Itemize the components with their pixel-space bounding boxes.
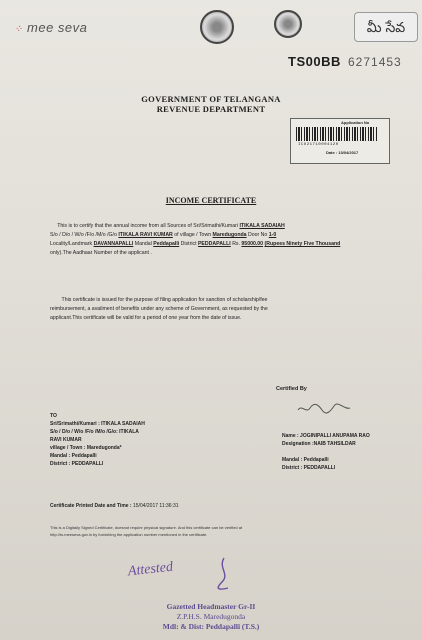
certified-by-label: Certified By xyxy=(276,386,307,392)
telangana-emblem-icon xyxy=(200,10,234,44)
mee-seva-logo: ⁘ mee seva xyxy=(14,20,88,35)
application-label: Application No xyxy=(341,120,370,125)
certificate-title: INCOME CERTIFICATE xyxy=(165,196,257,205)
seal-icon xyxy=(274,10,302,38)
application-box xyxy=(290,118,390,164)
barcode xyxy=(296,127,378,141)
printed-date-line: Certificate Printed Date and Time : 15/04/2017 11:36:31 xyxy=(50,503,179,509)
officer-block: Name : JOGINIPALLI ANUPAMA RAO Designation :NAIB TAHSILDAR Mandal : Peddapalli District : PEDDAPALLI xyxy=(282,433,370,471)
officer-signature xyxy=(294,400,354,416)
department-title: REVENUE DEPARTMENT xyxy=(156,104,266,114)
attested-handwriting: Attested xyxy=(127,559,174,580)
serial-code: TS00BB xyxy=(288,54,341,69)
government-title: GOVERNMENT OF TELANGANA xyxy=(141,94,281,104)
serial-number: 6271453 xyxy=(348,55,402,69)
certificate-paragraph-2: This certificate is issued for the purpose of filing application for sanction of scholarship/fee reimbursement, a availment of benefits under any scheme of Government, as requested by the applicant.This certificate will be valid for a period of one year from the date of issue. xyxy=(50,297,268,321)
attestation-signature xyxy=(214,556,234,592)
attestation-stamp: Gazetted Headmaster Gr-II Z.P.H.S. Maredugonda Mdl: & Dist: Peddapalli (T.S.) xyxy=(162,602,260,631)
certificate-paragraph-1: This is to certify that the annual income from all Sources of Sri/Srimathi/Kumari ITIKALA SADAIAH S/o / D/o / W/o /F/o /M/o /G/o ITIKALA RAVI KUMAR of village / Town Maredugonda Door No 1-0 Locality/Landmark DAVANNAPALLI Mandal Peddapalli District PEDDAPALLI Rs. 95000.00 (Rupees Ninety Five Thousand only).The Aadhaar Number of the applicant . xyxy=(50,223,341,256)
to-block: TO Sri/Srimathi/Kumari : ITIKALA SADAIAH S/o / D/o / W/o /F/o /M/o /G/o: ITIKALA RAVI KUMAR village / Town : Maredugonda* Mandal : Peddapalli District : PEDDAPALLI xyxy=(50,413,145,467)
mee-seva-telugu-logo: మీ సేవ xyxy=(354,12,418,42)
footer-note: This is a Digitally Signed Certificate, doesnot require physical signature. And this certificate can be verified at http://ts.meeseva.gov.in by furnishing the application number mentioned in the certificate. xyxy=(50,525,243,537)
application-number: ICO21710004120 xyxy=(298,143,339,147)
application-date: Date : 13/04/2017 xyxy=(326,150,359,155)
